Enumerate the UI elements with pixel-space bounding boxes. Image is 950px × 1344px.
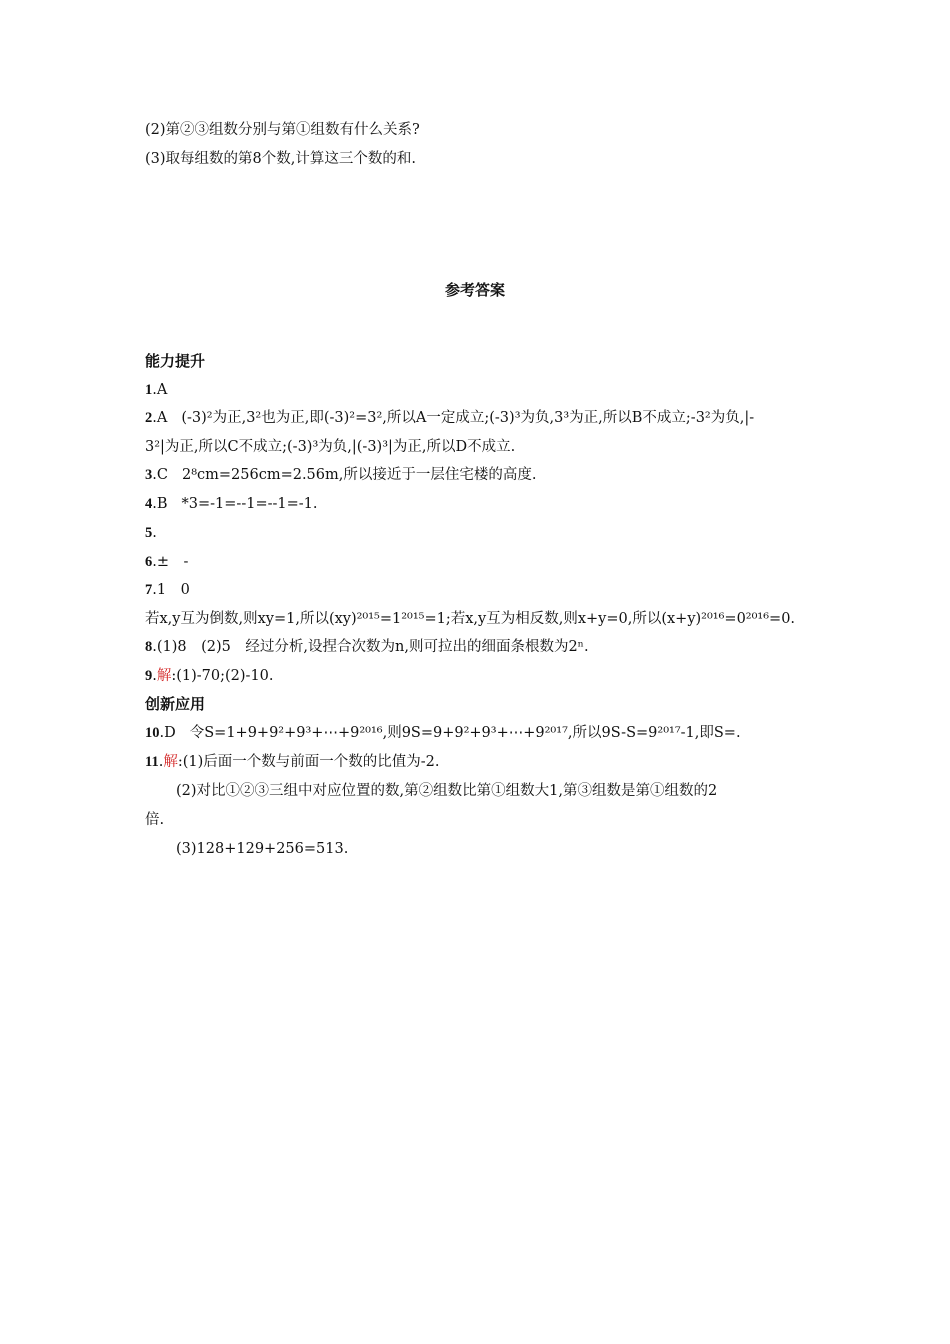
answer-10 bbox=[145, 723, 810, 743]
answer-number: 3 bbox=[145, 467, 153, 483]
answer-text: .± - bbox=[152, 554, 189, 570]
question-3: (3)取每组数的第8个数,计算这三个数的和. bbox=[145, 151, 416, 167]
answer-5 bbox=[145, 523, 810, 543]
answer-2-continued: 3²|为正,所以C不成立;(-3)³为负,|(-3)³|为正,所以D不成立. bbox=[145, 439, 516, 455]
answer-11-part3: (3)128+129+256=513. bbox=[176, 841, 349, 857]
section-heading-ability: 能力提升 bbox=[145, 352, 206, 370]
answer-choice: .C bbox=[152, 467, 168, 483]
answer-6 bbox=[145, 552, 810, 572]
answer-number: 6 bbox=[145, 554, 153, 570]
answer-number: 5 bbox=[145, 525, 153, 541]
answer-text: :(1)-70;(2)-10. bbox=[171, 668, 274, 684]
answer-text: .1 0 bbox=[152, 582, 190, 598]
answer-choice: .B bbox=[152, 496, 168, 512]
answer-number: 7 bbox=[145, 582, 153, 598]
solution-label: 解 bbox=[156, 668, 172, 684]
answer-7 bbox=[145, 580, 810, 600]
answer-number: 11 bbox=[145, 754, 159, 770]
answer-title: 参考答案 bbox=[444, 281, 505, 299]
answer-choice: .D bbox=[159, 725, 176, 741]
answer-number: 10 bbox=[145, 725, 160, 741]
answer-text: :(1)后面一个数与前面一个数的比值为-2. bbox=[177, 754, 440, 770]
answer-2 bbox=[145, 408, 810, 428]
answer-number: 4 bbox=[145, 496, 153, 512]
answer-number: 1 bbox=[145, 382, 153, 398]
answer-text: .A bbox=[152, 382, 168, 398]
solution-label: 解 bbox=[163, 754, 178, 770]
answer-text: .(1)8 (2)5 经过分析,设捏合次数为n,则可拉出的细面条根数为2ⁿ. bbox=[152, 639, 589, 655]
answer-11-part2: (2)对比①②③三组中对应位置的数,第②组数比第①组数大1,第③组数是第①组数的2 bbox=[176, 783, 718, 799]
answer-text: . bbox=[152, 525, 157, 541]
answer-explanation: 2⁸cm=256cm=2.56m,所以接近于一层住宅楼的高度. bbox=[181, 467, 537, 483]
section-heading-innovation: 创新应用 bbox=[145, 695, 206, 713]
answer-3 bbox=[145, 465, 810, 485]
answer-9: 9.解:(1)-70;(2)-10. bbox=[145, 668, 274, 684]
answer-number: 9 bbox=[145, 668, 153, 684]
question-2: (2)第②③组数分别与第①组数有什么关系? bbox=[145, 122, 420, 138]
answer-8 bbox=[145, 637, 810, 657]
answer-number: 2 bbox=[145, 410, 153, 426]
answer-explanation: (-3)²为正,3²也为正,即(-3)²=3²,所以A一定成立;(-3)³为负,3³为正,所以B不成立;-3²为负,|- bbox=[181, 410, 755, 426]
answer-11-part2-continued: 倍. bbox=[145, 812, 165, 828]
answer-number: 8 bbox=[145, 639, 153, 655]
answer-choice: .A bbox=[152, 410, 168, 426]
answer-4 bbox=[145, 494, 810, 514]
answer-1 bbox=[145, 380, 810, 400]
answer-7-explanation: 若x,y互为倒数,则xy=1,所以(xy)²⁰¹⁵=1²⁰¹⁵=1;若x,y互为相反数,则x+y=0,所以(x+y)²⁰¹⁶=0²⁰¹⁶=0. bbox=[145, 611, 796, 627]
answer-explanation: 令S=1+9+9²+9³+⋯+9²⁰¹⁶,则9S=9+9²+9³+⋯+9²⁰¹⁷,所以9S-S=9²⁰¹⁷-1,即S=. bbox=[189, 725, 741, 741]
answer-explanation: *3=-1=--1=--1=-1. bbox=[181, 496, 318, 512]
answer-11: 11.解:(1)后面一个数与前面一个数的比值为-2. bbox=[145, 754, 440, 770]
